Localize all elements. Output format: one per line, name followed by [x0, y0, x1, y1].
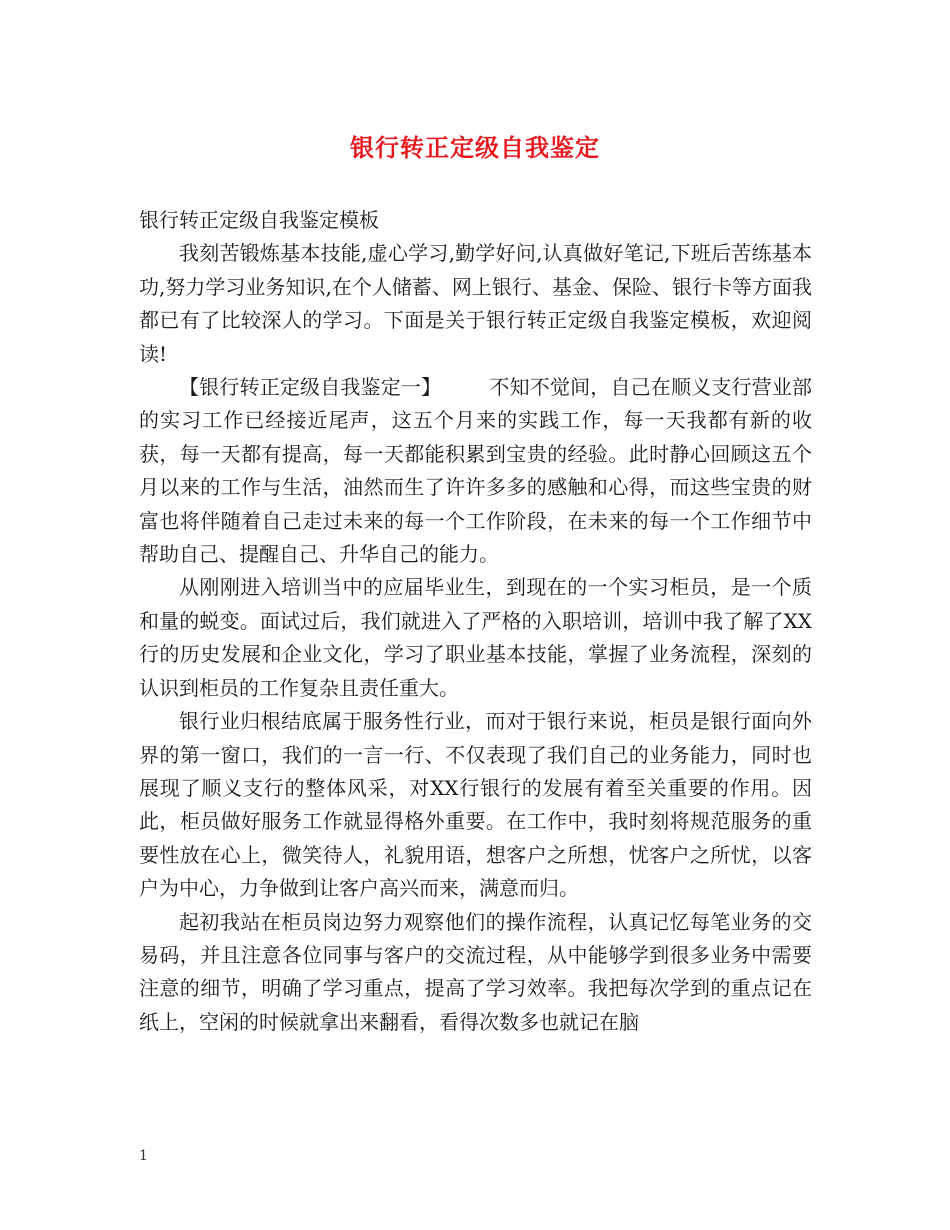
section-paragraph [139, 371, 812, 571]
body-paragraph: 银行业归根结底属于服务性行业，而对于银行来说，柜员是银行面向外界的第一窗口，我们的一言一行、不仅表现了我们自己的业务能力，同时也展现了顺义支行的整体风采，对XX行银行的发展有着至关重要的作用。因此，柜员做好服务工作就显得格外重要。在工作中，我时刻将规范服务的重要性放在心上，微笑待人，礼貌用语，想客户之所想，忧客户之所忧，以客户为中心，力争做到让客户高兴而来，满意而归。 [139, 709, 812, 901]
document-subtitle: 银行转正定级自我鉴定模板 [139, 208, 379, 232]
intro-paragraph: 我刻苦锻炼基本技能,虚心学习,勤学好问,认真做好笔记,下班后苦练基本功,努力学习业务知识,在个人储蓄、网上银行、基金、保险、银行卡等方面我都已有了比较深人的学习。下面是关于银行转正定级自我鉴定模板，欢迎阅读! [139, 241, 812, 366]
page-number: 1 [139, 1148, 148, 1164]
document-title: 银行转正定级自我鉴定 [350, 133, 600, 162]
body-paragraph: 从刚刚进入培训当中的应届毕业生，到现在的一个实习柜员，是一个质和量的蜕变。面试过后，我们就进入了严格的入职培训，培训中我了解了XX行的历史发展和企业文化，学习了职业基本技能，掌握了业务流程，深刻的认识到柜员的工作复杂且责任重大。 [139, 575, 812, 700]
section-text: 不知不觉间，自己在顺义支行营业部的实习工作已经接近尾声，这五个月来的实践工作，每一天我都有新的收获，每一天都有提高，每一天都能积累到宝贵的经验。此时静心回顾这五个月以来的工作与生活，油然而生了许许多多的感触和心得，而这些宝贵的财富也将伴随着自己走过未来的每一个工作阶段，在未来的每一个工作细节中帮助自己、提醒自己、升华自己的能力。 [139, 375, 813, 567]
document-body [139, 204, 812, 1039]
section-heading: 【银行转正定级自我鉴定一】 [179, 375, 442, 400]
body-paragraph: 起初我站在柜员岗边努力观察他们的操作流程，认真记忆每笔业务的交易码，并且注意各位同事与客户的交流过程，从中能够学到很多业务中需要注意的细节，明确了学习重点，提高了学习效率。我把每次学到的重点记在纸上，空闲的时候就拿出来翻看，看得次数多也就记在脑 [139, 909, 812, 1034]
